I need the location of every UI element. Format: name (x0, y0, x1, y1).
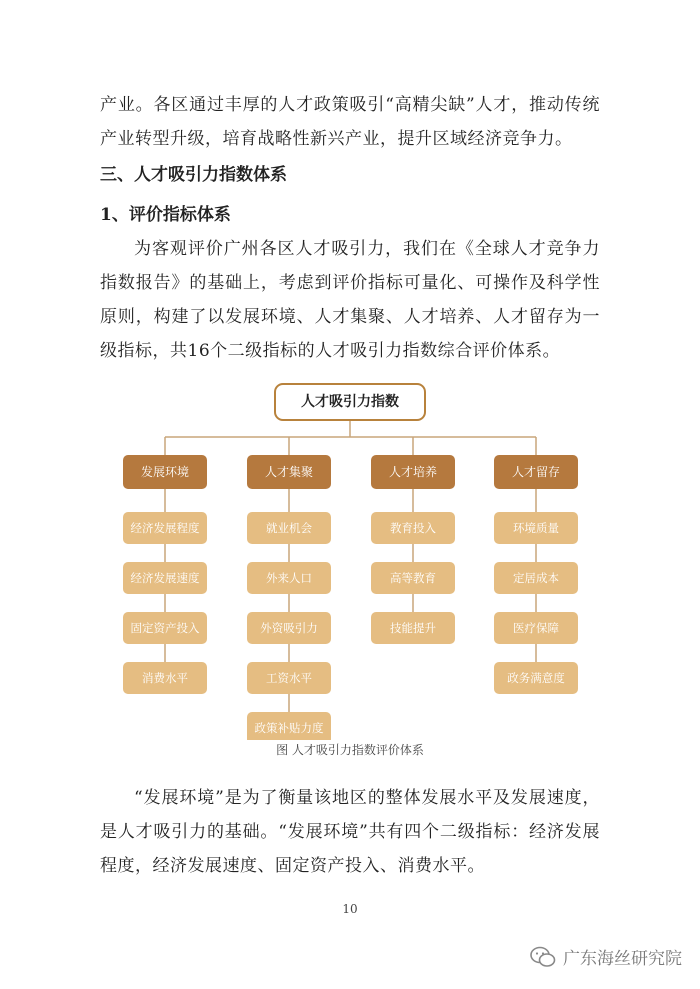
level2-node-label: 政务满意度 (507, 671, 565, 685)
root-node-label: 人才吸引力指数 (301, 394, 399, 410)
watermark-text: 广东海丝研究院 (563, 949, 682, 969)
level2-node-label: 定居成本 (513, 571, 559, 585)
level2-node-label: 工资水平 (266, 671, 312, 685)
level2-node-label: 技能提升 (390, 621, 436, 635)
level1-node-label: 人才留存 (511, 465, 561, 479)
level1-node-label: 发展环境 (140, 465, 190, 479)
level2-node-label: 经济发展速度 (130, 571, 200, 585)
level2-node-label: 就业机会 (266, 521, 312, 535)
level2-node-label: 外资吸引力 (260, 621, 318, 635)
level1-node-label: 人才培养 (388, 465, 438, 479)
level2-node-label: 经济发展程度 (130, 521, 200, 535)
paragraph-development: “发展环境”是为了衡量该地区的整体发展水平及发展速度，是人才吸引力的基础。“发展环境”共有四个二级指标：经济发展程度，经济发展速度、固定资产投入、消费水平。 (100, 788, 600, 876)
page-number: 10 (342, 902, 358, 916)
level2-node-label: 外来人口 (266, 571, 312, 585)
subsection-heading: 1、评价指标体系 (100, 205, 231, 225)
level1-node-label: 人才集聚 (264, 465, 314, 479)
level2-node-label: 教育投入 (390, 521, 436, 535)
level2-node-label: 高等教育 (390, 571, 436, 585)
watermark (529, 944, 682, 969)
paragraph-intro: 为客观评价广州各区人才吸引力，我们在《全球人才竞争力指数报告》的基础上，考虑到评价指标可量化、可操作及科学性原则，构建了以发展环境、人才集聚、人才培养、人才留存为一级指标，共16个二级指标的人才吸引力指数综合评价体系。 (100, 239, 600, 361)
level2-node-label: 固定资产投入 (130, 621, 200, 635)
level2-node-label: 环境质量 (513, 521, 559, 535)
figure-caption: 图 人才吸引力指数评价体系 (276, 743, 424, 757)
wechat-icon (529, 945, 557, 969)
level2-node-label: 医疗保障 (513, 621, 559, 635)
section-heading: 三、人才吸引力指数体系 (100, 165, 287, 185)
level2-node-label: 政策补贴力度 (254, 721, 324, 735)
level2-node-label: 消费水平 (142, 671, 188, 685)
paragraph-continuation: 产业。各区通过丰厚的人才政策吸引“高精尖缺”人才，推动传统产业转型升级，培育战略性新兴产业，提升区域经济竞争力。 (100, 95, 600, 149)
